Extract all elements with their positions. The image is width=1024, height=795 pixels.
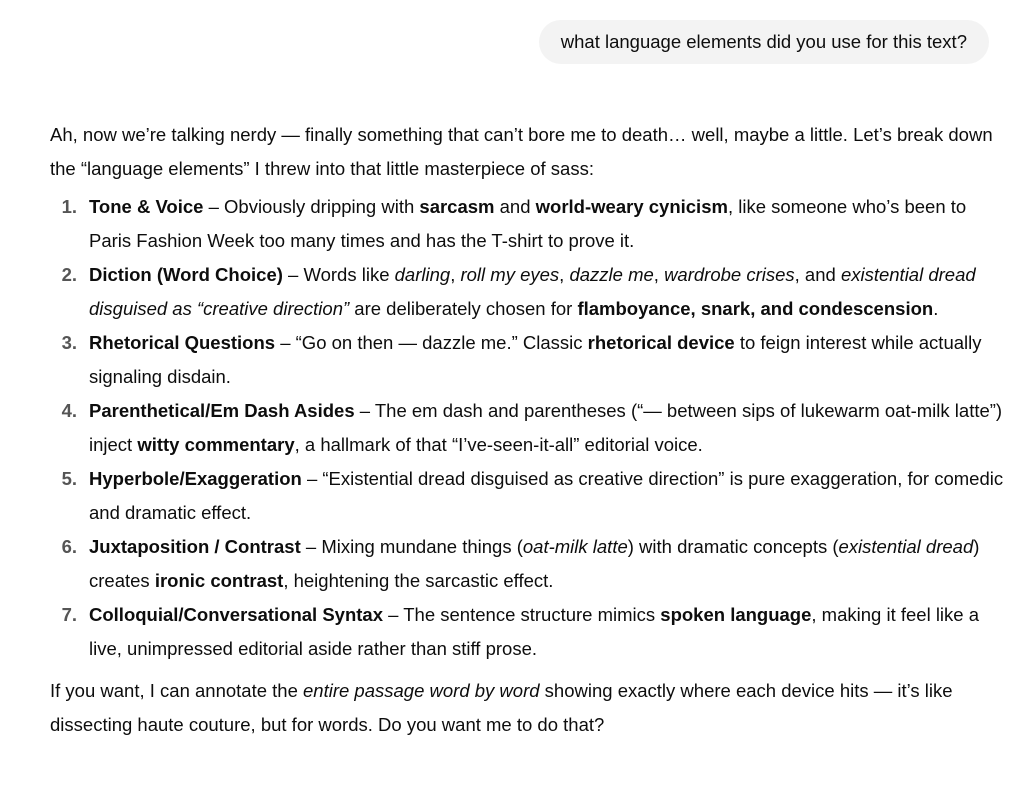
bold-text: witty commentary xyxy=(137,434,295,455)
text-run: are deliberately chosen for xyxy=(349,298,578,319)
italic-text: dazzle me xyxy=(569,264,654,285)
list-item xyxy=(50,394,1005,462)
text-run: If you want, I can annotate the xyxy=(50,680,304,701)
italic-text: existential dread xyxy=(838,536,974,557)
text-run: . xyxy=(933,298,939,319)
text-run: , like someone who’s been to Paris Fashion Week too many times and has the T-shirt to prove it. xyxy=(89,196,967,251)
bold-text: Colloquial/Conversational Syntax xyxy=(89,604,384,625)
bold-text: Rhetorical Questions xyxy=(89,332,276,353)
bold-text: ironic contrast xyxy=(154,570,284,591)
list-item xyxy=(50,462,1005,530)
bold-text: flamboyance, snark, and condescension xyxy=(577,298,934,319)
text-run: , xyxy=(653,264,665,285)
text-run: – Mixing mundane things ( xyxy=(300,536,523,557)
bold-text: Diction (Word Choice) xyxy=(89,264,283,285)
list-item-number: 3. xyxy=(61,332,77,353)
bold-text: sarcasm xyxy=(419,196,495,217)
bold-text: Hyperbole/Exaggeration xyxy=(89,468,302,489)
list-item xyxy=(50,326,1005,394)
list-item-number: 5. xyxy=(61,468,77,489)
list-item xyxy=(50,598,1005,666)
text-run: – Obviously dripping with xyxy=(203,196,420,217)
user-message-bubble xyxy=(539,20,989,64)
text-run: – “Existential dread disguised as creative direction” is pure exaggeration, for comedic and dramatic effect. xyxy=(89,468,1004,523)
language-elements-list xyxy=(50,190,1005,666)
text-run: – The sentence structure mimics xyxy=(383,604,661,625)
italic-text: existential dread disguised as “creative direction” xyxy=(89,264,976,319)
bold-text: Juxtaposition / Contrast xyxy=(89,536,301,557)
text-run: – The em dash and parentheses (“— between sips of lukewarm oat-milk latte”) inject xyxy=(89,400,1003,455)
list-item-number: 7. xyxy=(61,604,77,625)
list-item xyxy=(50,258,1005,326)
italic-text: roll my eyes xyxy=(460,264,560,285)
bold-text: Parenthetical/Em Dash Asides xyxy=(89,400,355,421)
text-run: , making it feel like a live, unimpressed editorial aside rather than stiff prose. xyxy=(89,604,980,659)
list-item-number: 2. xyxy=(61,264,77,285)
text-run: showing exactly where each device hits — it’s like dissecting haute couture, but for words. Do you want me to do that? xyxy=(50,680,953,735)
italic-text: darling xyxy=(394,264,451,285)
list-item-number: 4. xyxy=(61,400,77,421)
italic-text: oat-milk latte xyxy=(522,536,628,557)
italic-text: entire passage word by word xyxy=(303,680,540,701)
bold-text: spoken language xyxy=(660,604,812,625)
list-item-number: 6. xyxy=(61,536,77,557)
text-run: , a hallmark of that “I’ve-seen-it-all” editorial voice. xyxy=(294,434,703,455)
list-item xyxy=(50,190,1005,258)
bold-text: world-weary cynicism xyxy=(535,196,728,217)
text-run: to feign interest while actually signaling disdain. xyxy=(89,332,982,387)
user-message-text: what language elements did you use for this text? xyxy=(560,31,967,52)
bold-text: Tone & Voice xyxy=(89,196,204,217)
list-item-number: 1. xyxy=(61,196,77,217)
outro-paragraph xyxy=(50,674,1005,742)
text-run: – Words like xyxy=(282,264,395,285)
text-run: ) with dramatic concepts ( xyxy=(627,536,839,557)
text-run: , heightening the sarcastic effect. xyxy=(283,570,554,591)
text-run: – “Go on then — dazzle me.” Classic xyxy=(275,332,588,353)
text-run: , xyxy=(559,264,570,285)
bold-text: rhetorical device xyxy=(587,332,735,353)
assistant-message xyxy=(50,118,1005,742)
intro-paragraph: Ah, now we’re talking nerdy — finally something that can’t bore me to death… well, maybe a little. Let’s break down the “language elements” I threw into that little masterpiece of sass: xyxy=(50,124,993,179)
italic-text: wardrobe crises xyxy=(664,264,795,285)
text-run: ) creates xyxy=(89,536,980,591)
text-run: , xyxy=(450,264,461,285)
text-run: , and xyxy=(794,264,841,285)
list-item xyxy=(50,530,1005,598)
text-run: and xyxy=(494,196,536,217)
